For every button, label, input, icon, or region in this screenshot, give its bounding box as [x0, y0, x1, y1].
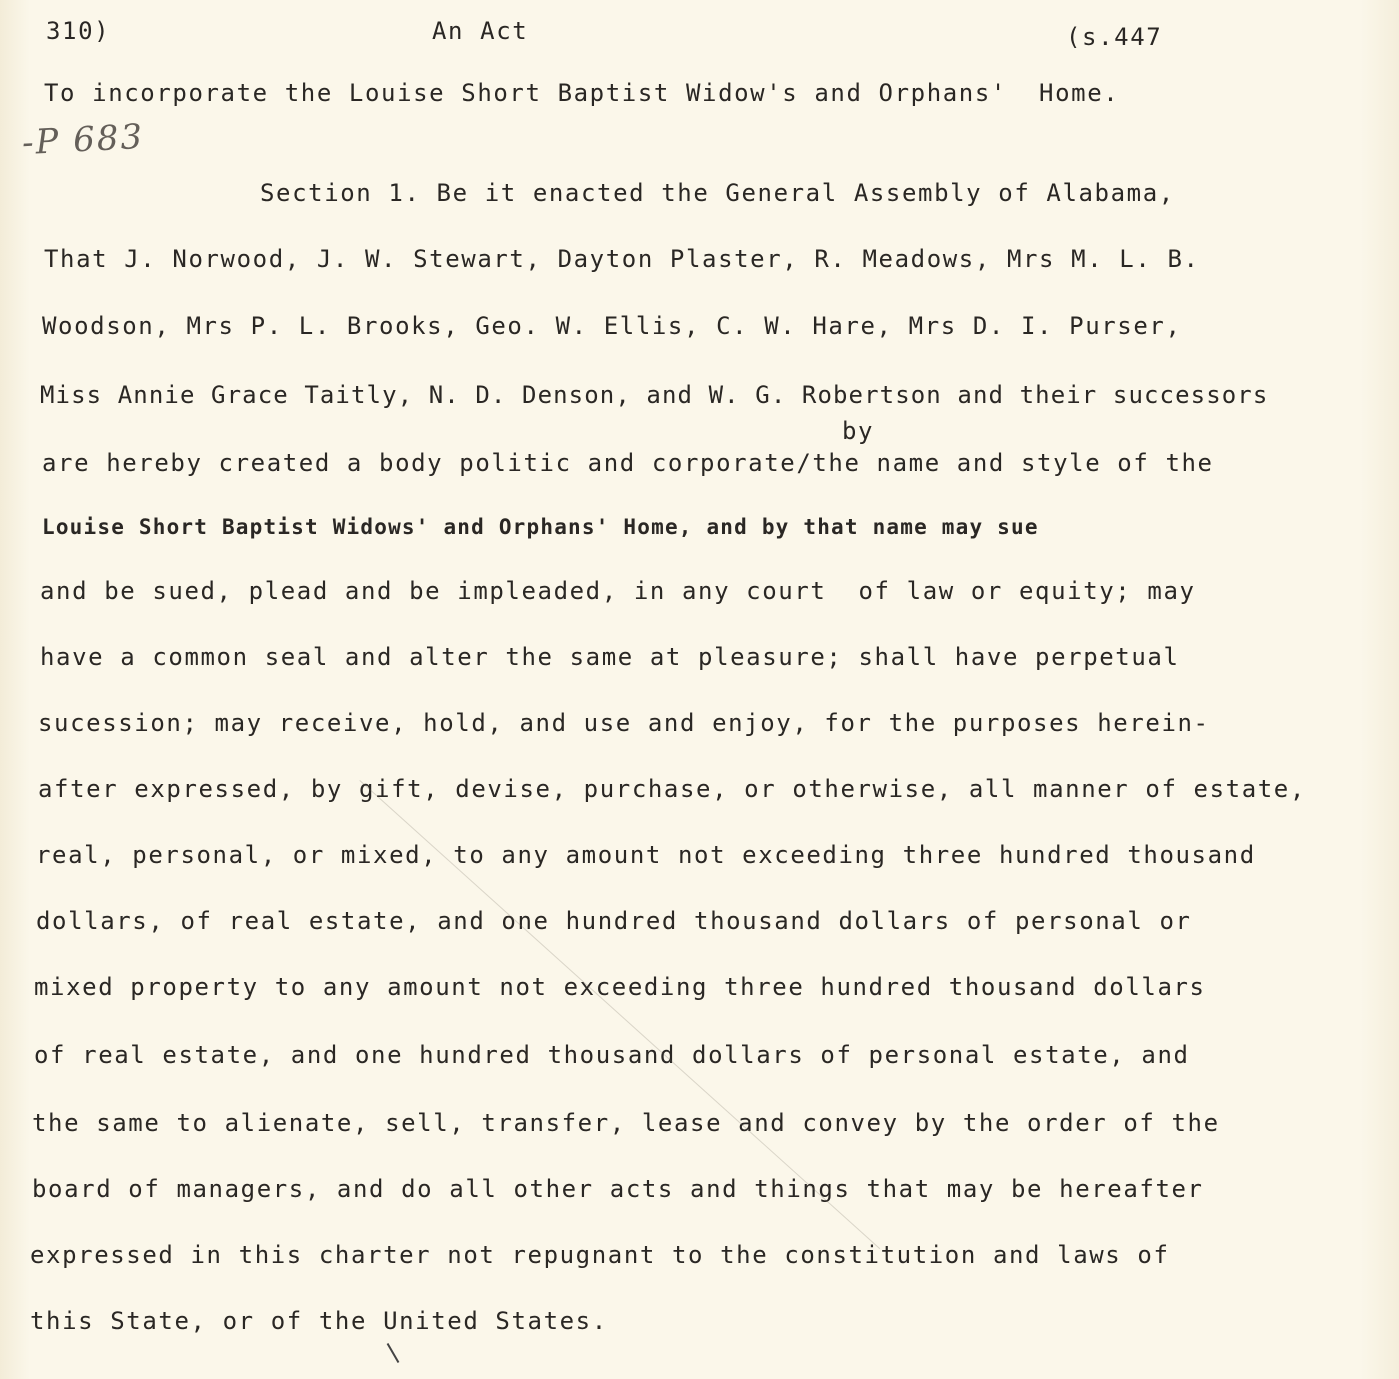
body-line-18: this State, or of the United States. [30, 1307, 608, 1335]
body-line-9: sucession; may receive, hold, and use and enjoy, for the purposes herein- [38, 709, 1210, 737]
document-type: An Act [432, 17, 529, 45]
body-line-14: of real estate, and one hundred thousand dollars of personal estate, and [34, 1041, 1190, 1069]
body-line-1: Section 1. Be it enacted the General Assembly of Alabama, [260, 179, 1175, 207]
pen-tick-mark [387, 1343, 400, 1363]
body-line-15: the same to alienate, sell, transfer, lease and convey by the order of the [32, 1109, 1220, 1137]
body-line-6: Louise Short Baptist Widows' and Orphans' Home, and by that name may sue [42, 515, 1039, 539]
act-title: To incorporate the Louise Short Baptist Widow's and Orphans' Home. [44, 79, 1120, 107]
body-line-10: after expressed, by gift, devise, purchase, or otherwise, all manner of estate, [38, 775, 1306, 803]
body-line-12: dollars, of real estate, and one hundred thousand dollars of personal or [36, 907, 1192, 935]
body-line-7: and be sued, plead and be impleaded, in any court of law or equity; may [40, 577, 1196, 605]
body-line-3: Woodson, Mrs P. L. Brooks, Geo. W. Ellis, C. W. Hare, Mrs D. I. Purser, [42, 312, 1182, 340]
body-line-17: expressed in this charter not repugnant to the constitution and laws of [30, 1241, 1170, 1269]
body-line-4: Miss Annie Grace Taitly, N. D. Denson, and W. G. Robertson and their successors [40, 381, 1269, 409]
bill-reference: (s.447 [1066, 23, 1163, 51]
handwritten-margin-note: -P 683 [21, 116, 146, 164]
typed-insertion: by [842, 417, 875, 445]
body-line-11: real, personal, or mixed, to any amount not exceeding three hundred thousand [36, 841, 1256, 869]
body-line-8: have a common seal and alter the same at pleasure; shall have perpetual [40, 643, 1180, 671]
page-reference: 310) [46, 17, 111, 45]
body-line-2: That J. Norwood, J. W. Stewart, Dayton Plaster, R. Meadows, Mrs M. L. B. [44, 245, 1200, 273]
body-line-5: are hereby created a body politic and corporate/the name and style of the [42, 449, 1214, 477]
body-line-16: board of managers, and do all other acts and things that may be hereafter [32, 1175, 1204, 1203]
body-line-13: mixed property to any amount not exceeding three hundred thousand dollars [34, 973, 1206, 1001]
